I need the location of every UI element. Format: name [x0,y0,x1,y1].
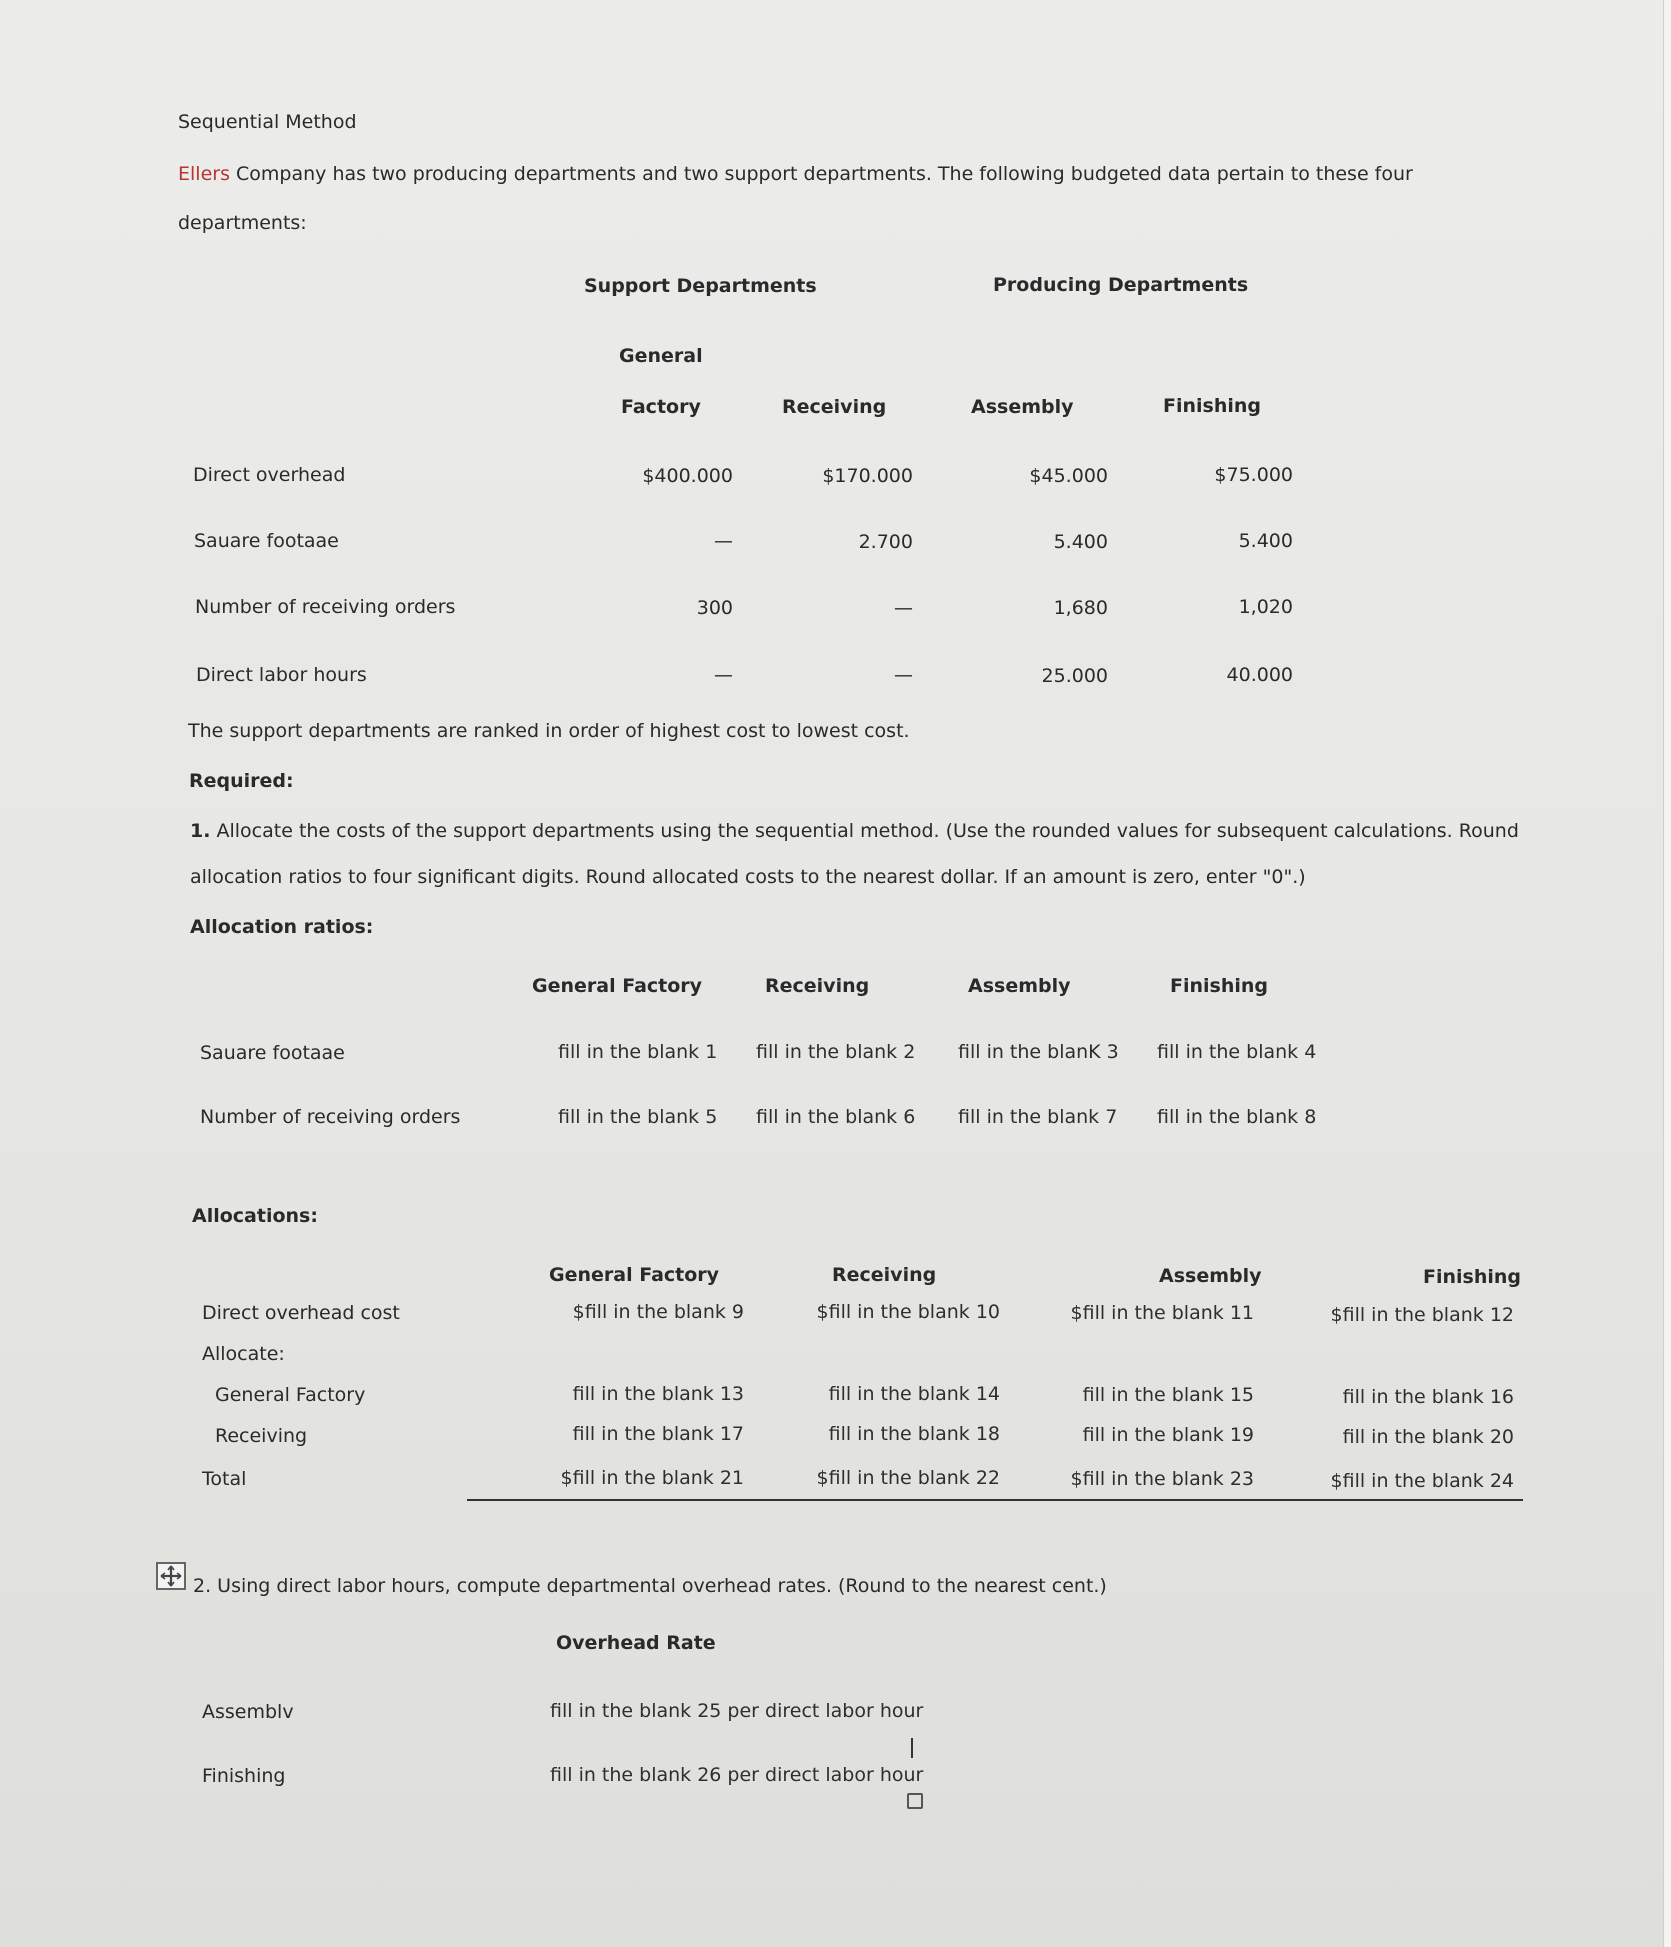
ranking-note: The support departments are ranked in order of highest cost to lowest cost. [188,720,910,742]
requirement-1-number: 1. [190,820,211,842]
cell-value: 2.700 [858,531,913,553]
page-title: Sequential Method [178,111,357,133]
blank-input[interactable]: $fill in the blank 11 [1070,1302,1254,1324]
cell-value: 1,020 [1238,596,1293,618]
cell-value: 25.000 [1041,665,1108,687]
ratios-col-finishing: Finishing [1170,975,1269,997]
row-label-receiving-orders: Number of receiving orders [195,596,456,618]
alloc-row-label-total: Total [202,1468,247,1490]
blank-input[interactable]: $fill in the blank 10 [816,1301,1000,1323]
cell-value: 40.000 [1226,664,1293,686]
cell-value: 1,680 [1053,597,1108,619]
allocation-ratios-heading: Allocation ratios: [190,916,374,938]
blank-input[interactable]: $fill in the blank 9 [572,1301,744,1323]
overhead-rate-header: Overhead Rate [556,1632,716,1654]
ratios-col-receiving: Receiving [765,975,870,997]
intro-line-1 [178,163,1413,185]
cell-value: 5.400 [1053,531,1108,553]
alloc-col-general-factory: General Factory [549,1264,720,1286]
cell-value: $170.000 [822,465,913,487]
requirement-1-line-1 [190,820,1519,842]
blank-input[interactable]: fill in the blank 26 per direct labor hour [550,1764,924,1786]
producing-departments-header: Producing Departments [993,274,1249,296]
cell-value: $75.000 [1214,464,1293,486]
allocations-heading: Allocations: [192,1205,318,1227]
cell-value: — [714,664,733,686]
blank-input[interactable]: fill in the blank 8 [1157,1106,1317,1128]
blank-input[interactable]: fill in the blank 15 [1082,1384,1254,1406]
checkbox-icon[interactable] [907,1793,923,1809]
blank-input[interactable]: $fill in the blank 23 [1070,1468,1254,1490]
overhead-row-label-finishing: Finishing [202,1765,286,1787]
blank-input[interactable]: $fill in the blank 21 [560,1467,744,1489]
blank-input[interactable]: fill in the blank 4 [1157,1041,1317,1063]
cell-value: 300 [696,597,733,619]
cell-value: — [894,664,913,686]
cell-value: $400.000 [642,465,733,487]
alloc-col-assembly: Assembly [1159,1265,1262,1287]
blank-input[interactable]: fill in the blank 14 [828,1383,1000,1405]
company-name: Ellers [178,163,230,185]
row-label-square-footage: Sauare footaae [194,530,339,552]
blank-input[interactable]: fill in the blank 1 [558,1041,718,1063]
blank-input[interactable]: fill in the blank 20 [1342,1426,1514,1448]
alloc-row-label-receiving: Receiving [215,1425,308,1447]
col-receiving: Receiving [782,396,887,418]
blank-input[interactable]: fill in the blank 13 [572,1383,744,1405]
col-general-top: General [619,345,703,367]
row-label-direct-overhead: Direct overhead [193,464,346,486]
blank-input[interactable]: fill in the blank 7 [958,1106,1118,1128]
requirement-2-text: 2. Using direct labor hours, compute departmental overhead rates. (Round to the nearest cent.) [193,1575,1107,1597]
col-assembly: Assembly [971,396,1074,418]
blank-input[interactable]: $fill in the blank 24 [1330,1470,1514,1492]
col-finishing: Finishing [1163,395,1262,417]
ratios-col-assembly: Assembly [968,975,1071,997]
cell-value: — [894,597,913,619]
blank-input[interactable]: fill in the blank 16 [1342,1386,1514,1408]
cell-value: — [714,530,733,552]
blank-input[interactable]: fill in the blank 18 [828,1423,1000,1445]
ratios-row-label-square-footage: Sauare footaae [200,1042,345,1064]
blank-input[interactable]: fill in the blank 2 [756,1041,916,1063]
required-label: Required: [189,770,294,792]
row-label-direct-labor-hours: Direct labor hours [196,664,367,686]
blank-input[interactable]: $fill in the blank 22 [816,1467,1000,1489]
intro-text: Company has two producing departments and two support departments. The following budgeted data pertain to these four [236,163,1413,185]
support-departments-header: Support Departments [584,275,817,297]
total-underline [467,1499,1523,1501]
alloc-col-finishing: Finishing [1423,1266,1522,1288]
cell-value: $45.000 [1029,465,1108,487]
alloc-row-label-direct: Direct overhead cost [202,1302,400,1324]
alloc-col-receiving: Receiving [832,1264,937,1286]
blank-input[interactable]: fill in the blank 19 [1082,1424,1254,1446]
blank-input[interactable]: fill in the blank 6 [756,1106,916,1128]
blank-input[interactable]: $fill in the blank 12 [1330,1304,1514,1326]
text-cursor-icon [911,1738,913,1758]
move-icon[interactable] [156,1562,186,1590]
requirement-1-line-2: allocation ratios to four significant digits. Round allocated costs to the nearest dollar. If an amount is zero, enter "0".) [190,866,1306,888]
col-general-factory: Factory [621,396,701,418]
page-edge [1663,0,1671,1947]
blank-input[interactable]: fill in the blank 5 [558,1106,718,1128]
cell-value: 5.400 [1238,530,1293,552]
overhead-row-label-assembly: Assemblv [202,1701,294,1723]
alloc-row-label-general-factory: General Factory [215,1384,366,1406]
requirement-1-text: Allocate the costs of the support departments using the sequential method. (Use the rounded values for subsequent calculations. Round [216,820,1519,842]
intro-line-2: departments: [178,212,307,234]
blank-input[interactable]: fill in the blank 25 per direct labor hour [550,1700,924,1722]
blank-input[interactable]: fill in the blanK 3 [958,1041,1119,1063]
ratios-col-general-factory: General Factory [532,975,703,997]
blank-input[interactable]: fill in the blank 17 [572,1423,744,1445]
alloc-row-label-allocate: Allocate: [202,1343,285,1365]
ratios-row-label-receiving-orders: Number of receiving orders [200,1106,461,1128]
